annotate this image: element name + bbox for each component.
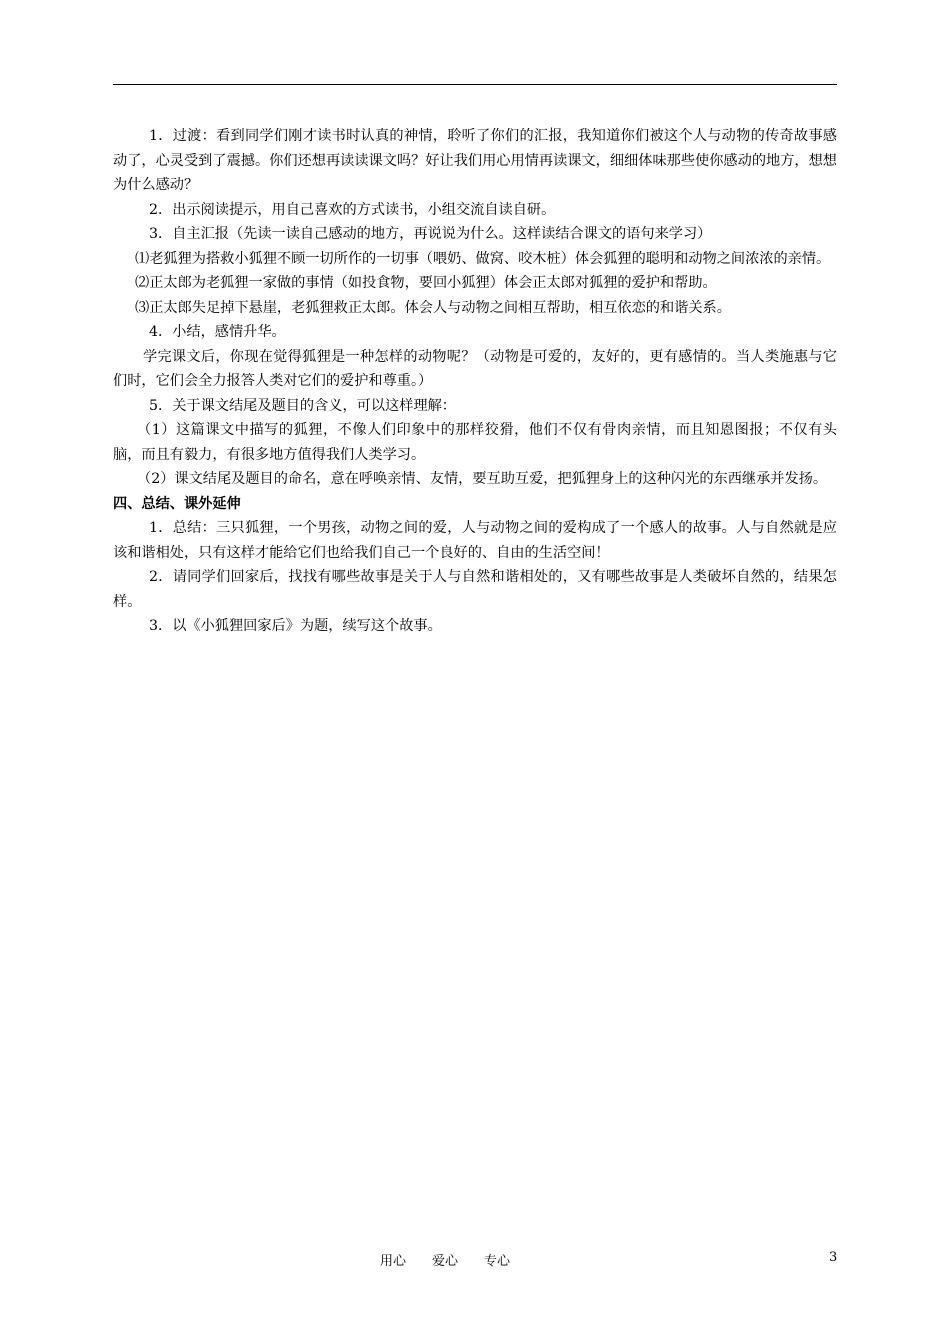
paragraph-reading-tips: 2．出示阅读提示，用自己喜欢的方式读书，小组交流自读自研。 bbox=[149, 201, 556, 218]
page-footer bbox=[0, 1250, 950, 1270]
section-heading: 四、总结、课外延伸 bbox=[113, 495, 241, 512]
paragraph-fox-question: 学完课文后，你现在觉得狐狸是一种怎样的动物呢？（动物是可爱的，友好的，更有感情的。当人类施惠与它们时，它们会全力报答人类对它们的爱护和尊重。） bbox=[113, 348, 837, 389]
paragraph-conclusion: 1．总结：三只狐狸，一个男孩，动物之间的爱，人与动物之间的爱构成了一个感人的故事。人与自然就是应该和谐相处，只有这样才能给它们也给我们自己一个良好的、自由的生活空间！ bbox=[113, 520, 837, 561]
paragraph-homework-writing: 3．以《小狐狸回家后》为题，续写这个故事。 bbox=[149, 618, 442, 634]
paragraph-homework-stories: 2．请同学们回家后，找找有哪些故事是关于人与自然和谐相处的，又有哪些故事是人类破坏自然的，结果怎样。 bbox=[113, 569, 837, 610]
paragraph-transition: 1．过渡：看到同学们刚才读书时认真的神情，聆听了你们的汇报，我知道你们被这个人与动物的传奇故事感动了，心灵受到了震撼。你们还想再读读课文吗？好让我们用心用情再读课文，细细体味那些使你感动的地方，想想为什么感动？ bbox=[113, 128, 837, 193]
paragraph-self-report: 3．自主汇报（先读一读自己感动的地方，再说说为什么。这样读结合课文的语句来学习） bbox=[149, 226, 712, 242]
paragraph-meaning-2: （2）课文结尾及题目的命名，意在呼唤亲情、友情，要互助互爱，把狐狸身上的这种闪光的东西继承并发扬。 bbox=[137, 471, 828, 487]
paragraph-point-3: ⑶正太郎失足掉下悬崖，老狐狸救正太郎。体会人与动物之间相互帮助，相互依恋的和谐关系。 bbox=[135, 299, 731, 316]
paragraph-meaning-1: （1）这篇课文中描写的狐狸，不像人们印象中的那样狡猾，他们不仅有骨肉亲情，而且知恩图报；不仅有头脑，而且有毅力，有很多地方值得我们人类学习。 bbox=[113, 422, 837, 463]
paragraph-point-1: ⑴老狐狸为搭救小狐狸不顾一切所作的一切事（喂奶、做窝、咬木桩）体会狐狸的聪明和动物之间浓浓的亲情。 bbox=[135, 250, 831, 267]
document-body bbox=[113, 124, 837, 639]
footer-motto: 用心 爱心 专心 bbox=[380, 1254, 511, 1269]
paragraph-point-2: ⑵正太郎为老狐狸一家做的事情（如投食物，要回小狐狸）体会正太郎对狐狸的爱护和帮助。 bbox=[135, 275, 717, 291]
paragraph-title-meaning: 5．关于课文结尾及题目的含义，可以这样理解： bbox=[149, 397, 456, 414]
page-number: 3 bbox=[829, 1250, 838, 1265]
header-rule bbox=[113, 84, 837, 85]
paragraph-summary: 4．小结，感情升华。 bbox=[149, 324, 286, 340]
